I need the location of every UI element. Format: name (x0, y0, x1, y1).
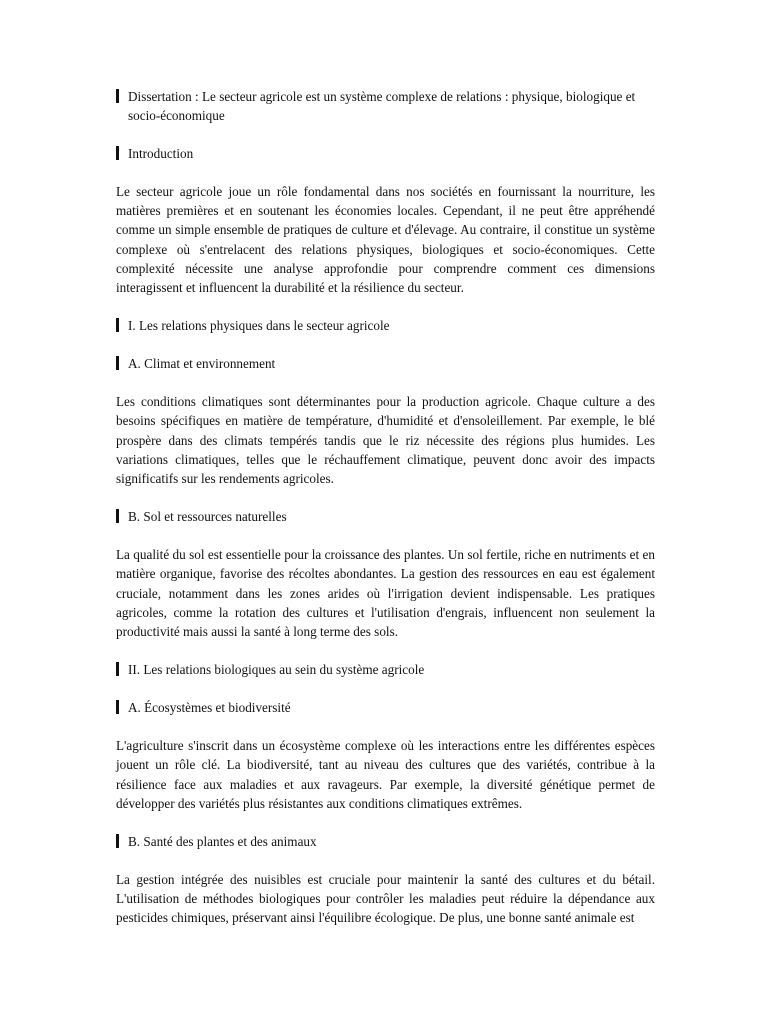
document-title-text: Dissertation : Le secteur agricole est un système complexe de relations : physique, biologique et socio-économique (128, 89, 636, 123)
heading-introduction-text: Introduction (128, 146, 194, 161)
paragraph-part-1b: La qualité du sol est essentielle pour la croissance des plantes. Un sol fertile, riche en nutriments et en matière organique, favorise des récoltes abondantes. La gestion des ressources en eau est également cruciale, notamment dans les zones arides où l'irrigation devient indispensable. Les pratiques agricoles, comme la rotation des cultures et l'utilisation d'engrais, influencent non seulement la productivité mais aussi la santé à long terme des sols. (116, 547, 655, 640)
heading-part-2a-text: A. Écosystèmes et biodiversité (128, 700, 291, 716)
paragraph-part-2b: La gestion intégrée des nuisibles est cruciale pour maintenir la santé des cultures et du bétail. L'utilisation de méthodes biologiques pour contrôler les maladies peut réduire la dépendance aux pesticides chimiques, préservant ainsi l'équilibre écologique. De plus, une bonne santé animale est (116, 872, 655, 926)
document-title (116, 87, 655, 125)
heading-marker (116, 662, 119, 676)
paragraph-part-1a: Les conditions climatiques sont déterminantes pour la production agricole. Chaque culture a des besoins spécifiques en matière de température, d'humidité et d'ensoleillement. Par exemple, le blé prospère dans des climats tempérés tandis que le riz nécessite des régions plus humides. Les variations climatiques, telles que le réchauffement climatique, peuvent donc avoir des impacts significatifs sur les rendements agricoles. (116, 394, 655, 487)
paragraph-introduction: Le secteur agricole joue un rôle fondamental dans nos sociétés en fournissant la nourriture, les matières premières et en soutenant les économies locales. Cependant, il ne peut être appréhendé comme un simple ensemble de pratiques de culture et d'élevage. Au contraire, il constitue un système complexe où s'entrelacent des relations physiques, biologiques et socio-économiques. Cette complexité nécessite une analyse approfondie pour comprendre comment ces dimensions interagissent et influencent la durabilité et la résilience du secteur. (116, 184, 655, 296)
heading-marker (116, 89, 119, 103)
heading-part-1 (116, 316, 655, 335)
heading-part-1a-text: A. Climat et environnement (128, 356, 276, 372)
document-page (116, 87, 655, 928)
heading-part-2-text: II. Les relations biologiques au sein du système agricole (128, 662, 425, 678)
heading-part-1b (116, 507, 655, 526)
heading-part-2b (116, 832, 655, 851)
heading-marker (116, 146, 119, 160)
heading-part-1-text: I. Les relations physiques dans le secteur agricole (128, 318, 390, 334)
heading-marker (116, 700, 119, 714)
heading-part-2b-text: B. Santé des plantes et des animaux (128, 834, 317, 850)
heading-marker (116, 318, 119, 332)
heading-part-1b-text: B. Sol et ressources naturelles (128, 509, 287, 525)
heading-part-1a (116, 354, 655, 373)
heading-introduction (116, 144, 655, 163)
heading-part-2 (116, 660, 655, 679)
heading-part-2a (116, 698, 655, 717)
heading-marker (116, 509, 119, 523)
heading-marker (116, 834, 119, 848)
paragraph-part-2a: L'agriculture s'inscrit dans un écosystème complexe où les interactions entre les différentes espèces jouent un rôle clé. La biodiversité, tant au niveau des cultures que des variétés, contribue à la résilience face aux maladies et aux ravageurs. Par exemple, la diversité génétique permet de développer des variétés plus résistantes aux conditions climatiques extrêmes. (116, 738, 655, 811)
heading-marker (116, 356, 119, 370)
